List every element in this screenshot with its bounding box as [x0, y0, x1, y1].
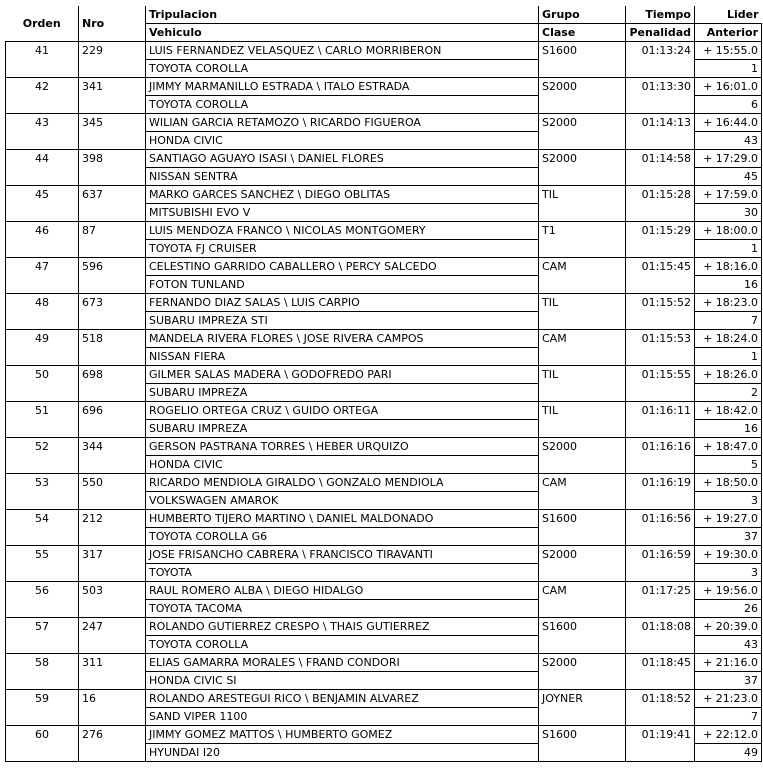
tripulacion-cell: ROLANDO GUTIERREZ CRESPO \ THAIS GUTIERREZ	[146, 618, 539, 636]
anterior-cell: 45	[695, 168, 762, 186]
orden-cell: 52	[6, 438, 79, 474]
vehiculo-cell: HYUNDAI I20	[146, 744, 539, 762]
anterior-cell: 1	[695, 240, 762, 258]
vehiculo-cell: MITSUBISHI EVO V	[146, 204, 539, 222]
nro-cell: 16	[79, 690, 146, 726]
tripulacion-cell: GILMER SALAS MADERA \ GODOFREDO PARI	[146, 366, 539, 384]
grupo-cell: S2000	[539, 114, 626, 150]
table-row	[6, 726, 762, 744]
grupo-cell: TIL	[539, 186, 626, 222]
table-row	[6, 474, 762, 492]
tiempo-cell: 01:13:24	[626, 42, 695, 78]
nro-cell: 229	[79, 42, 146, 78]
tiempo-cell: 01:17:25	[626, 582, 695, 618]
nro-cell: 276	[79, 726, 146, 762]
grupo-cell: JOYNER	[539, 690, 626, 726]
table-row	[6, 402, 762, 420]
results-table	[5, 6, 762, 762]
anterior-cell: 30	[695, 204, 762, 222]
nro-cell: 698	[79, 366, 146, 402]
vehiculo-cell: HONDA CIVIC SI	[146, 672, 539, 690]
lider-cell: + 18:16.0	[695, 258, 762, 276]
table-row	[6, 438, 762, 456]
grupo-cell: CAM	[539, 582, 626, 618]
table-row	[6, 42, 762, 60]
tripulacion-cell: HUMBERTO TIJERO MARTINO \ DANIEL MALDONADO	[146, 510, 539, 528]
lider-cell: + 21:23.0	[695, 690, 762, 708]
vehiculo-cell: SUBARU IMPREZA STI	[146, 312, 539, 330]
anterior-cell: 1	[695, 60, 762, 78]
nro-cell: 550	[79, 474, 146, 510]
nro-cell: 398	[79, 150, 146, 186]
orden-cell: 60	[6, 726, 79, 762]
tiempo-cell: 01:16:19	[626, 474, 695, 510]
anterior-cell: 49	[695, 744, 762, 762]
tripulacion-cell: MANDELA RIVERA FLORES \ JOSE RIVERA CAMPOS	[146, 330, 539, 348]
tiempo-cell: 01:15:28	[626, 186, 695, 222]
orden-cell: 53	[6, 474, 79, 510]
lider-cell: + 18:23.0	[695, 294, 762, 312]
vehiculo-cell: HONDA CIVIC	[146, 456, 539, 474]
grupo-cell: S2000	[539, 438, 626, 474]
tiempo-cell: 01:14:13	[626, 114, 695, 150]
table-row	[6, 78, 762, 96]
grupo-cell: TIL	[539, 294, 626, 330]
table-body	[6, 42, 762, 762]
orden-cell: 51	[6, 402, 79, 438]
anterior-cell: 7	[695, 708, 762, 726]
tiempo-cell: 01:15:45	[626, 258, 695, 294]
nro-cell: 344	[79, 438, 146, 474]
orden-cell: 44	[6, 150, 79, 186]
header-grupo: Grupo	[539, 6, 626, 24]
lider-cell: + 17:59.0	[695, 186, 762, 204]
tripulacion-cell: ROGELIO ORTEGA CRUZ \ GUIDO ORTEGA	[146, 402, 539, 420]
orden-cell: 58	[6, 654, 79, 690]
header-tiempo: Tiempo	[626, 6, 695, 24]
header-nro: Nro	[79, 6, 146, 42]
tiempo-cell: 01:15:53	[626, 330, 695, 366]
table-row	[6, 258, 762, 276]
nro-cell: 247	[79, 618, 146, 654]
tripulacion-cell: RAUL ROMERO ALBA \ DIEGO HIDALGO	[146, 582, 539, 600]
vehiculo-cell: TOYOTA FJ CRUISER	[146, 240, 539, 258]
grupo-cell: S1600	[539, 510, 626, 546]
grupo-cell: S2000	[539, 78, 626, 114]
orden-cell: 48	[6, 294, 79, 330]
lider-cell: + 18:26.0	[695, 366, 762, 384]
lider-cell: + 17:29.0	[695, 150, 762, 168]
tiempo-cell: 01:16:16	[626, 438, 695, 474]
nro-cell: 518	[79, 330, 146, 366]
vehiculo-cell: SUBARU IMPREZA	[146, 420, 539, 438]
nro-cell: 345	[79, 114, 146, 150]
vehiculo-cell: TOYOTA COROLLA	[146, 636, 539, 654]
tiempo-cell: 01:15:52	[626, 294, 695, 330]
vehiculo-cell: TOYOTA COROLLA	[146, 60, 539, 78]
header-anterior: Anterior	[695, 24, 762, 42]
lider-cell: + 20:39.0	[695, 618, 762, 636]
anterior-cell: 5	[695, 456, 762, 474]
tripulacion-cell: FERNANDO DIAZ SALAS \ LUIS CARPIO	[146, 294, 539, 312]
tripulacion-cell: JIMMY MARMANILLO ESTRADA \ ITALO ESTRADA	[146, 78, 539, 96]
header-lider: Lider	[695, 6, 762, 24]
vehiculo-cell: FOTON TUNLAND	[146, 276, 539, 294]
tripulacion-cell: RICARDO MENDIOLA GIRALDO \ GONZALO MENDIOLA	[146, 474, 539, 492]
tripulacion-cell: GERSON PASTRANA TORRES \ HEBER URQUIZO	[146, 438, 539, 456]
anterior-cell: 43	[695, 132, 762, 150]
lider-cell: + 21:16.0	[695, 654, 762, 672]
tripulacion-cell: JIMMY GOMEZ MATTOS \ HUMBERTO GOMEZ	[146, 726, 539, 744]
lider-cell: + 19:56.0	[695, 582, 762, 600]
tiempo-cell: 01:19:41	[626, 726, 695, 762]
anterior-cell: 2	[695, 384, 762, 402]
header-tripulacion: Tripulacion	[146, 6, 539, 24]
table-row	[6, 546, 762, 564]
table-row	[6, 222, 762, 240]
anterior-cell: 7	[695, 312, 762, 330]
table-row	[6, 150, 762, 168]
nro-cell: 673	[79, 294, 146, 330]
tiempo-cell: 01:16:11	[626, 402, 695, 438]
grupo-cell: S2000	[539, 150, 626, 186]
table-row	[6, 366, 762, 384]
vehiculo-cell: TOYOTA TACOMA	[146, 600, 539, 618]
orden-cell: 41	[6, 42, 79, 78]
orden-cell: 43	[6, 114, 79, 150]
anterior-cell: 37	[695, 528, 762, 546]
nro-cell: 696	[79, 402, 146, 438]
nro-cell: 637	[79, 186, 146, 222]
anterior-cell: 37	[695, 672, 762, 690]
orden-cell: 50	[6, 366, 79, 402]
tripulacion-cell: LUIS FERNANDEZ VELASQUEZ \ CARLO MORRIBERON	[146, 42, 539, 60]
tripulacion-cell: CELESTINO GARRIDO CABALLERO \ PERCY SALCEDO	[146, 258, 539, 276]
tripulacion-cell: JOSE FRISANCHO CABRERA \ FRANCISCO TIRAVANTI	[146, 546, 539, 564]
orden-cell: 42	[6, 78, 79, 114]
lider-cell: + 18:47.0	[695, 438, 762, 456]
orden-cell: 57	[6, 618, 79, 654]
orden-cell: 47	[6, 258, 79, 294]
nro-cell: 317	[79, 546, 146, 582]
header-row-top	[6, 6, 762, 24]
tripulacion-cell: LUIS MENDOZA FRANCO \ NICOLAS MONTGOMERY	[146, 222, 539, 240]
tripulacion-cell: ELIAS GAMARRA MORALES \ FRAND CONDORI	[146, 654, 539, 672]
table-row	[6, 618, 762, 636]
anterior-cell: 43	[695, 636, 762, 654]
anterior-cell: 1	[695, 348, 762, 366]
nro-cell: 596	[79, 258, 146, 294]
nro-cell: 87	[79, 222, 146, 258]
table-row	[6, 330, 762, 348]
lider-cell: + 15:55.0	[695, 42, 762, 60]
anterior-cell: 16	[695, 420, 762, 438]
lider-cell: + 18:24.0	[695, 330, 762, 348]
tripulacion-cell: MARKO GARCES SANCHEZ \ DIEGO OBLITAS	[146, 186, 539, 204]
anterior-cell: 26	[695, 600, 762, 618]
table-row	[6, 690, 762, 708]
grupo-cell: S1600	[539, 618, 626, 654]
nro-cell: 212	[79, 510, 146, 546]
lider-cell: + 18:42.0	[695, 402, 762, 420]
vehiculo-cell: TOYOTA COROLLA	[146, 96, 539, 114]
orden-cell: 56	[6, 582, 79, 618]
table-row	[6, 654, 762, 672]
orden-cell: 55	[6, 546, 79, 582]
table-row	[6, 186, 762, 204]
grupo-cell: S1600	[539, 726, 626, 762]
tiempo-cell: 01:18:08	[626, 618, 695, 654]
grupo-cell: CAM	[539, 474, 626, 510]
lider-cell: + 16:01.0	[695, 78, 762, 96]
header-orden: Orden	[6, 6, 79, 42]
orden-cell: 54	[6, 510, 79, 546]
orden-cell: 59	[6, 690, 79, 726]
orden-cell: 46	[6, 222, 79, 258]
anterior-cell: 6	[695, 96, 762, 114]
nro-cell: 341	[79, 78, 146, 114]
grupo-cell: CAM	[539, 258, 626, 294]
tiempo-cell: 01:13:30	[626, 78, 695, 114]
grupo-cell: CAM	[539, 330, 626, 366]
header-vehiculo: Vehiculo	[146, 24, 539, 42]
nro-cell: 503	[79, 582, 146, 618]
table-row	[6, 582, 762, 600]
vehiculo-cell: SAND VIPER 1100	[146, 708, 539, 726]
tripulacion-cell: WILIAN GARCIA RETAMOZO \ RICARDO FIGUEROA	[146, 114, 539, 132]
nro-cell: 311	[79, 654, 146, 690]
tiempo-cell: 01:15:29	[626, 222, 695, 258]
vehiculo-cell: TOYOTA	[146, 564, 539, 582]
tiempo-cell: 01:16:56	[626, 510, 695, 546]
lider-cell: + 16:44.0	[695, 114, 762, 132]
grupo-cell: TIL	[539, 402, 626, 438]
vehiculo-cell: NISSAN FIERA	[146, 348, 539, 366]
vehiculo-cell: TOYOTA COROLLA G6	[146, 528, 539, 546]
tiempo-cell: 01:14:58	[626, 150, 695, 186]
orden-cell: 45	[6, 186, 79, 222]
grupo-cell: T1	[539, 222, 626, 258]
tiempo-cell: 01:15:55	[626, 366, 695, 402]
header-penalidad: Penalidad	[626, 24, 695, 42]
header-clase: Clase	[539, 24, 626, 42]
vehiculo-cell: VOLKSWAGEN AMAROK	[146, 492, 539, 510]
grupo-cell: S2000	[539, 654, 626, 690]
grupo-cell: S1600	[539, 42, 626, 78]
grupo-cell: TIL	[539, 366, 626, 402]
table-row	[6, 114, 762, 132]
tiempo-cell: 01:18:52	[626, 690, 695, 726]
tripulacion-cell: ROLANDO ARESTEGUI RICO \ BENJAMIN ALVAREZ	[146, 690, 539, 708]
vehiculo-cell: SUBARU IMPREZA	[146, 384, 539, 402]
tripulacion-cell: SANTIAGO AGUAYO ISASI \ DANIEL FLORES	[146, 150, 539, 168]
vehiculo-cell: NISSAN SENTRA	[146, 168, 539, 186]
grupo-cell: S2000	[539, 546, 626, 582]
lider-cell: + 19:27.0	[695, 510, 762, 528]
table-header	[6, 6, 762, 42]
table-row	[6, 294, 762, 312]
lider-cell: + 22:12.0	[695, 726, 762, 744]
orden-cell: 49	[6, 330, 79, 366]
anterior-cell: 3	[695, 564, 762, 582]
lider-cell: + 18:00.0	[695, 222, 762, 240]
tiempo-cell: 01:18:45	[626, 654, 695, 690]
anterior-cell: 16	[695, 276, 762, 294]
lider-cell: + 19:30.0	[695, 546, 762, 564]
vehiculo-cell: HONDA CIVIC	[146, 132, 539, 150]
table-row	[6, 510, 762, 528]
anterior-cell: 3	[695, 492, 762, 510]
tiempo-cell: 01:16:59	[626, 546, 695, 582]
lider-cell: + 18:50.0	[695, 474, 762, 492]
